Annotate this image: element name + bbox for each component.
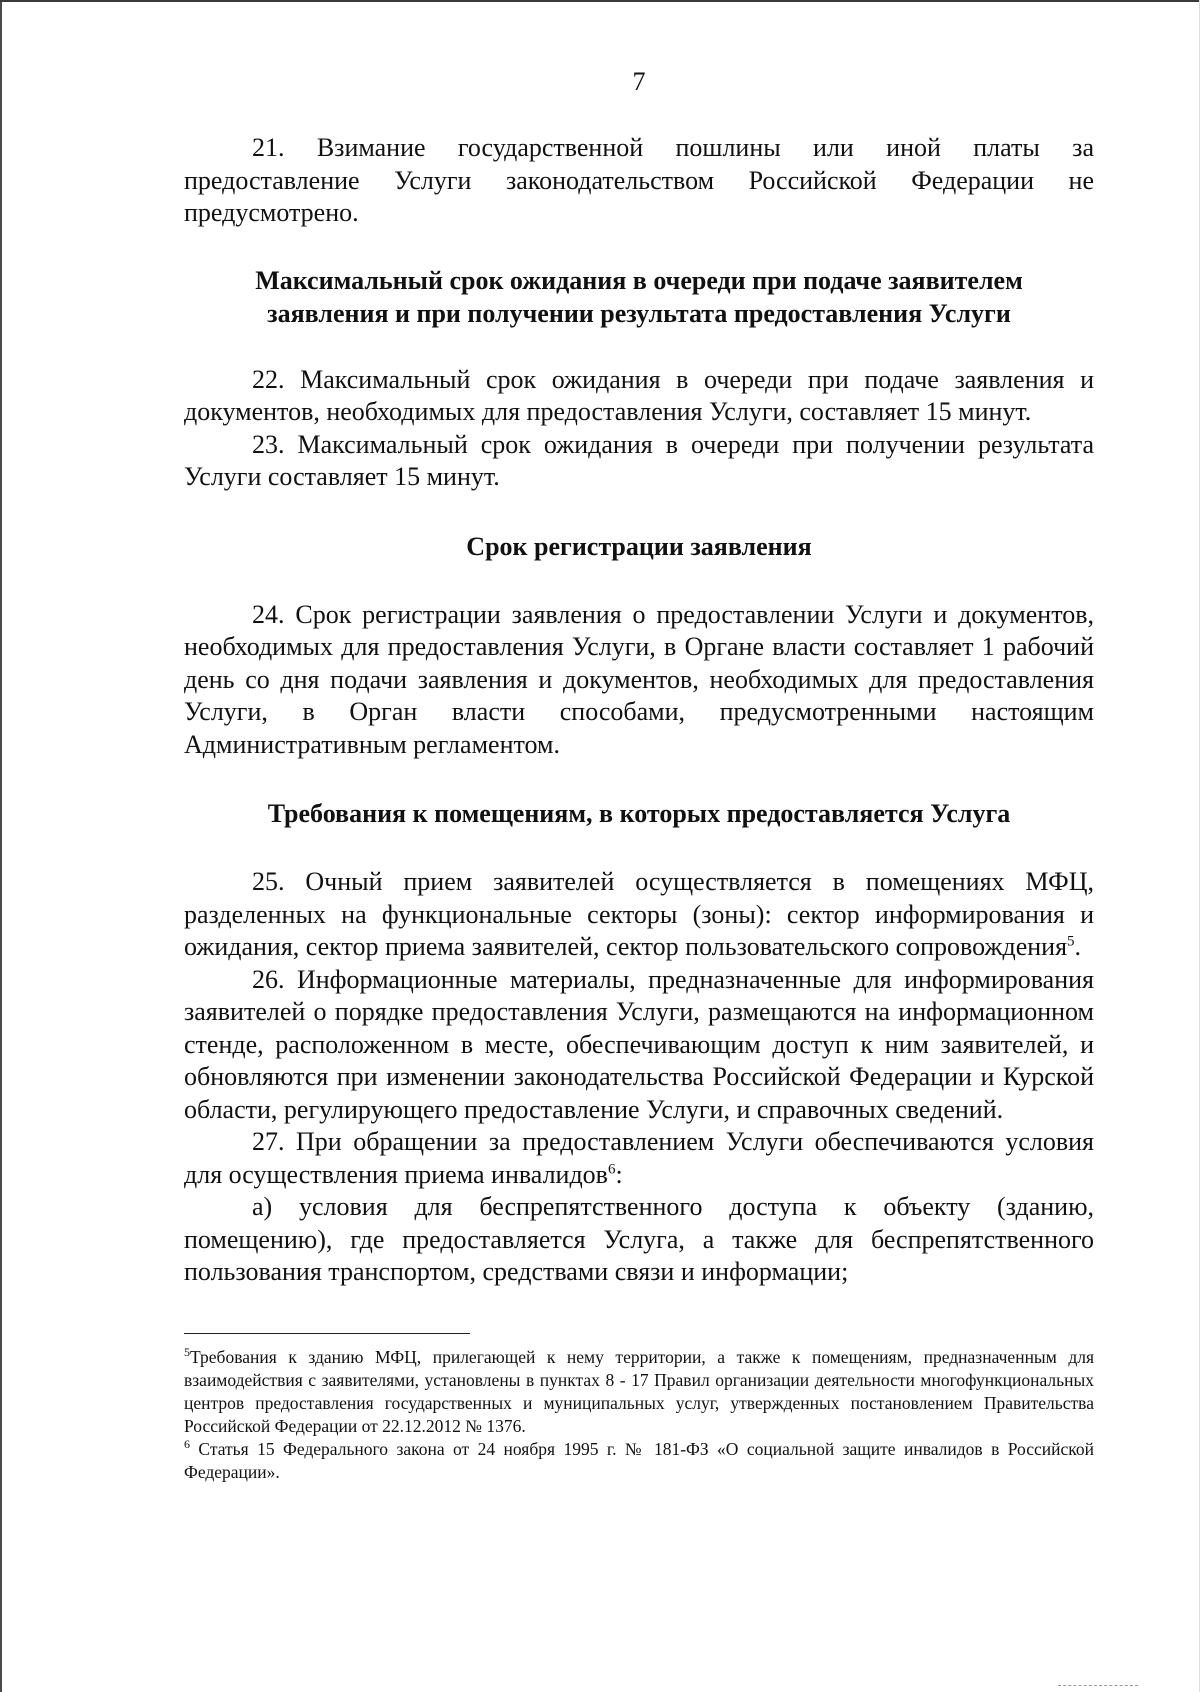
footnote-separator — [184, 1333, 470, 1334]
spacer — [184, 330, 1094, 364]
paragraph-25-text: 25. Очный прием заявителей осуществляется в помещениях МФЦ, разделенных на функциональные секторы (зоны): сектор информирования и ожидания, сектор приема заявителей, сектор пользовательского сопровождения — [184, 867, 1094, 961]
scan-bottom-mark — [1058, 1685, 1138, 1687]
footnote-5-text: Требования к зданию МФЦ, прилегающей к нему территории, а также к помещениям, предназначенным для взаимодействия с заявителями, установлены в пунктах 8 - 17 Правил организации деятельности многофункциональных центров предоставления государственных и муниципальных услуг, утвержденных постановлением Правительства Российской Федерации от 22.12.2012 № 1376. — [184, 1346, 1094, 1436]
paragraph-27-a: а) условия для беспрепятственного доступа к объекту (зданию, помещению), где предоставляется Услуга, а также для беспрепятственного пользования транспортом, средствами связи и информации; — [184, 1192, 1094, 1286]
footnotes — [184, 1346, 1094, 1484]
spacer — [184, 1289, 1094, 1333]
scan-edge-top — [0, 0, 1200, 2]
section-heading-premises: Требования к помещениям, в которых предоставляется Услуга — [267, 799, 1011, 828]
paragraph-25 — [184, 866, 1094, 964]
paragraph-26: 26. Информационные материалы, предназначенные для информирования заявителей о порядке предоставления Услуги, размещаются на информационном стенде, расположенном в месте, обеспечивающим доступ к ним заявителей, и обновляются при изменении законодательства Российской Федерации и Курской области, регулирующего предоставление Услуги, и справочных сведений. — [184, 964, 1094, 1124]
paragraph-27-end: : — [615, 1159, 623, 1189]
footnote-ref-6: 6 — [607, 1160, 616, 1177]
footnote-6-text: Статья 15 Федерального закона от 24 ноября 1995 г. № 181-ФЗ «О социальной защите инвалидов в Российской Федерации». — [184, 1438, 1094, 1482]
footnote-ref-5: 5 — [1067, 933, 1075, 950]
section-heading-registration: Срок регистрации заявления — [466, 531, 812, 561]
footnote-5-mark: 5 — [184, 1344, 190, 1359]
section-heading-wait-time — [184, 264, 1094, 330]
paragraph-27 — [184, 1126, 1094, 1191]
paragraph-24: 24. Срок регистрации заявления о предоставлении Услуги и документов, необходимых для предоставления Услуги, в Органе власти составляет 1 рабочий день со дня подачи заявления и документов, необходимых для предоставления Услуги, в Орган власти способами, предусмотренными настоящим Административным регламентом. — [184, 599, 1094, 759]
heading-line-2: заявления и при получении результата предоставления Услуги — [267, 298, 1011, 328]
paragraph-27-text: 27. При обращении за предоставлением Услуги обеспечиваются условия для осуществления приема инвалидов — [184, 1127, 1094, 1189]
spacer — [184, 563, 1094, 599]
spacer — [184, 230, 1094, 264]
page-number: 7 — [632, 67, 646, 96]
spacer — [184, 494, 1094, 530]
scan-edge-left — [0, 0, 2, 1692]
footnote-6-mark: 6 — [184, 1436, 190, 1451]
paragraph-23: 23. Максимальный срок ожидания в очереди при получении результата Услуги составляет 15 минут. — [184, 429, 1094, 491]
footnote-6 — [184, 1438, 1094, 1484]
spacer — [184, 761, 1094, 797]
heading-line-1: Максимальный срок ожидания в очереди при подаче заявителем — [255, 265, 1023, 295]
footnote-5 — [184, 1346, 1094, 1438]
paragraph-21: 21. Взимание государственной пошлины или иной платы за предоставление Услуги законодательством Российской Федерации не предусмотрено. — [184, 133, 1094, 227]
document-page — [184, 62, 1094, 1484]
paragraph-22: 22. Максимальный срок ожидания в очереди при подаче заявления и документов, необходимых для предоставления Услуги, составляет 15 минут. — [184, 364, 1094, 426]
spacer — [184, 830, 1094, 866]
paragraph-25-end: . — [1074, 932, 1082, 961]
